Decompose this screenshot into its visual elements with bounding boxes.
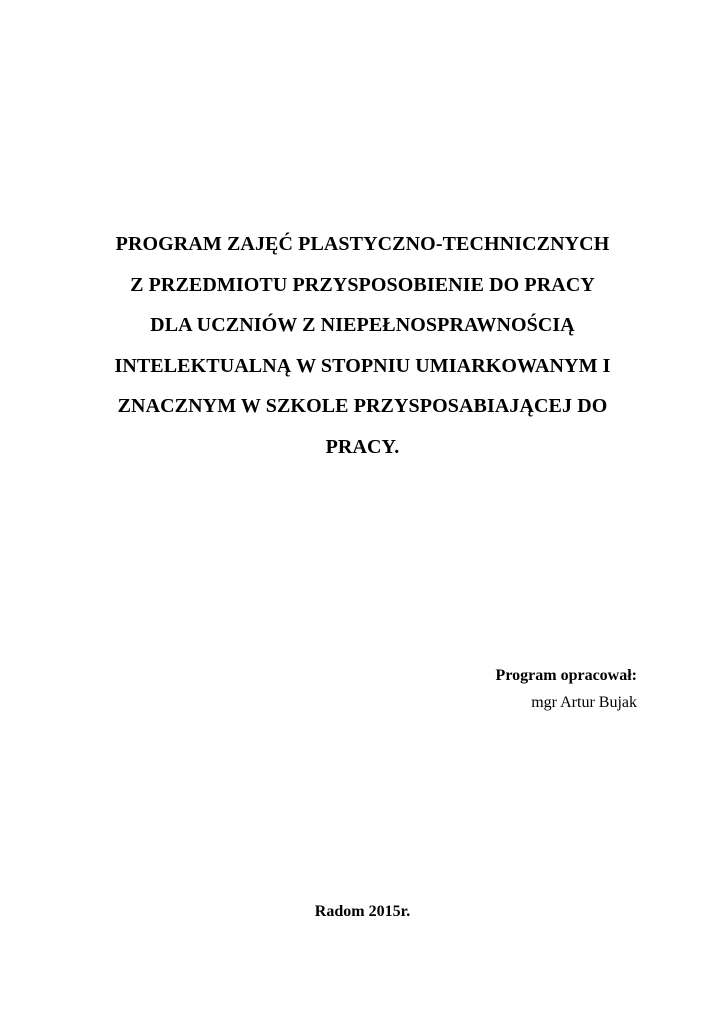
author-name: mgr Artur Bujak — [531, 694, 637, 711]
place-and-date: Radom 2015r. — [314, 903, 411, 920]
document-title — [0, 224, 725, 467]
title-line: Z PRZEDMIOTU PRZYSPOSOBIENIE DO PRACY — [130, 273, 595, 296]
title-line: INTELEKTUALNĄ W STOPNIU UMIARKOWANYM I — [114, 354, 611, 377]
title-line: PRACY. — [325, 435, 400, 458]
title-line: PROGRAM ZAJĘĆ PLASTYCZNO-TECHNICZNYCH — [115, 233, 610, 255]
author-label: Program opracował: — [495, 667, 637, 684]
title-line: DLA UCZNIÓW Z NIEPEŁNOSPRAWNOŚCIĄ — [150, 314, 575, 336]
title-line: ZNACZNYM W SZKOLE PRZYSPOSABIAJĄCEJ DO — [117, 395, 608, 417]
author-block — [496, 664, 637, 716]
footer — [0, 900, 725, 924]
